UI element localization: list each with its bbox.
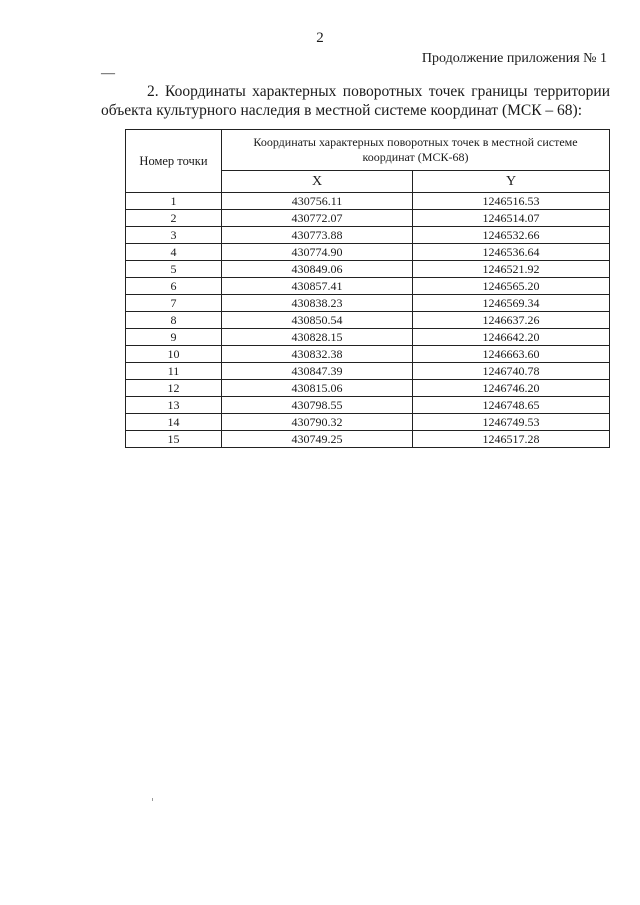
point-number-cell: 1 (126, 193, 222, 210)
section-heading: 2. Координаты характерных поворотных точек границы территории объекта культурного наследия в местной системе координат (МСК – 68): (101, 83, 610, 119)
table-row (126, 363, 610, 380)
x-coordinate-cell: 430772.07 (222, 210, 413, 227)
point-number-cell: 3 (126, 227, 222, 244)
y-column-header: Y (413, 171, 610, 193)
x-coordinate-cell: 430756.11 (222, 193, 413, 210)
x-coordinate-cell: 430838.23 (222, 295, 413, 312)
x-coordinate-cell: 430790.32 (222, 414, 413, 431)
coordinates-table (125, 129, 610, 448)
x-coordinate-cell: 430798.55 (222, 397, 413, 414)
table-row (126, 329, 610, 346)
page-number: 2 (316, 30, 324, 46)
point-number-cell: 5 (126, 261, 222, 278)
point-number-cell: 7 (126, 295, 222, 312)
table-row (126, 346, 610, 363)
point-number-cell: 6 (126, 278, 222, 295)
y-coordinate-cell: 1246536.64 (413, 244, 610, 261)
y-coordinate-cell: 1246517.28 (413, 431, 610, 448)
x-coordinate-cell: 430773.88 (222, 227, 413, 244)
y-coordinate-cell: 1246748.65 (413, 397, 610, 414)
x-coordinate-cell: 430774.90 (222, 244, 413, 261)
y-coordinate-cell: 1246746.20 (413, 380, 610, 397)
coordinates-group-header: Координаты характерных поворотных точек в местной системе координат (МСК-68) (222, 130, 610, 171)
point-number-cell: 4 (126, 244, 222, 261)
y-coordinate-cell: 1246521.92 (413, 261, 610, 278)
point-number-cell: 15 (126, 431, 222, 448)
table-row (126, 312, 610, 329)
point-number-cell: 11 (126, 363, 222, 380)
point-number-cell: 13 (126, 397, 222, 414)
x-coordinate-cell: 430849.06 (222, 261, 413, 278)
table-row (126, 414, 610, 431)
y-coordinate-cell: 1246642.20 (413, 329, 610, 346)
point-number-cell: 12 (126, 380, 222, 397)
x-coordinate-cell: 430847.39 (222, 363, 413, 380)
table-row (126, 295, 610, 312)
table-row (126, 278, 610, 295)
point-number-cell: 8 (126, 312, 222, 329)
x-coordinate-cell: 430828.15 (222, 329, 413, 346)
y-coordinate-cell: 1246569.34 (413, 295, 610, 312)
y-coordinate-cell: 1246637.26 (413, 312, 610, 329)
table-row (126, 244, 610, 261)
point-number-cell: 2 (126, 210, 222, 227)
y-coordinate-cell: 1246663.60 (413, 346, 610, 363)
y-coordinate-cell: 1246516.53 (413, 193, 610, 210)
x-coordinate-cell: 430850.54 (222, 312, 413, 329)
x-column-header: X (222, 171, 413, 193)
table-row (126, 193, 610, 210)
y-coordinate-cell: 1246532.66 (413, 227, 610, 244)
appendix-continuation-note: Продолжение приложения № 1 (421, 51, 607, 66)
dash-mark: — (101, 66, 115, 81)
table-row (126, 397, 610, 414)
x-coordinate-cell: 430815.06 (222, 380, 413, 397)
y-coordinate-cell: 1246514.07 (413, 210, 610, 227)
table-row (126, 210, 610, 227)
point-number-cell: 10 (126, 346, 222, 363)
point-number-cell: 14 (126, 414, 222, 431)
x-coordinate-cell: 430749.25 (222, 431, 413, 448)
table-row (126, 227, 610, 244)
x-coordinate-cell: 430832.38 (222, 346, 413, 363)
table-row (126, 261, 610, 278)
table-row (126, 431, 610, 448)
point-number-cell: 9 (126, 329, 222, 346)
y-coordinate-cell: 1246740.78 (413, 363, 610, 380)
point-number-header: Номер точки (126, 130, 222, 193)
table-body (126, 193, 610, 448)
table-row (126, 380, 610, 397)
scan-dot (152, 798, 153, 801)
x-coordinate-cell: 430857.41 (222, 278, 413, 295)
y-coordinate-cell: 1246749.53 (413, 414, 610, 431)
y-coordinate-cell: 1246565.20 (413, 278, 610, 295)
